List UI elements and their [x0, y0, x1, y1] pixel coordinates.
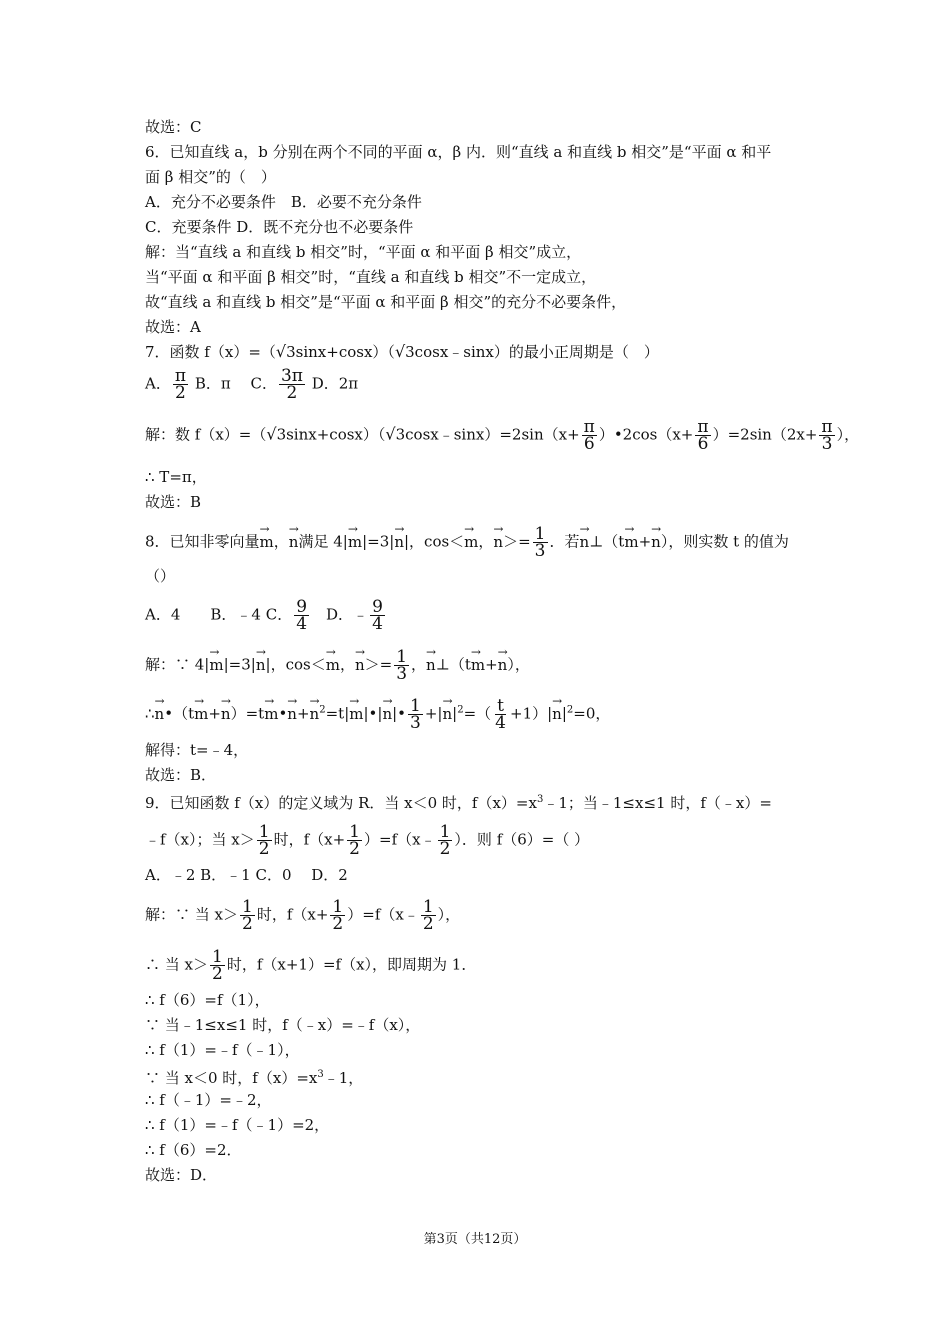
- text: 解：∵ 当 x＞: [145, 905, 238, 924]
- solution-line: 故“直线 a 和直线 b 相交”是“平面 α 和平面 β 相交”的充分不必要条件，: [145, 293, 627, 311]
- answer-line: 故选：B: [145, 493, 202, 511]
- exponent: 2: [457, 704, 464, 716]
- text: 时，f（x+: [256, 905, 329, 924]
- text: ），则实数 t 的值为: [660, 532, 789, 551]
- solution-7: [145, 419, 859, 452]
- answer-line: 故选：A: [145, 318, 201, 336]
- sqrt-icon: √: [266, 424, 277, 444]
- numerator: 1: [212, 947, 223, 967]
- fraction: [533, 526, 548, 559]
- denominator: 2: [258, 839, 270, 859]
- numerator: 1: [534, 524, 546, 544]
- numerator: π: [697, 417, 709, 437]
- solution-9: [145, 899, 460, 932]
- page-footer: 第3页（共12页）: [423, 1232, 527, 1247]
- text: ∴: [145, 704, 155, 723]
- text: ）=2sin（2x+: [712, 425, 818, 444]
- text: ，: [411, 655, 427, 674]
- vector-m: → m: [624, 527, 638, 553]
- numerator: 1: [396, 647, 408, 667]
- text: ）•2cos（x+: [598, 425, 694, 444]
- text: +1）|: [510, 704, 553, 723]
- sqrt-icon: √: [394, 342, 406, 361]
- solution-line: 当“平面 α 和平面 β 相交”时，“直线 a 和直线 b 相交”不一定成立，: [145, 268, 597, 286]
- numerator: 1: [258, 822, 270, 842]
- vector-m: → m: [264, 699, 278, 725]
- denominator: 2: [422, 914, 434, 934]
- text: A．4 B．﹣4 C．: [145, 605, 293, 624]
- vector-n: → n: [287, 699, 297, 725]
- vector-m: → m: [349, 699, 363, 725]
- text: ，: [273, 532, 289, 551]
- vector-n: → n: [498, 650, 508, 676]
- text: B．π C．: [194, 374, 277, 393]
- numerator: 1: [349, 822, 360, 842]
- denominator: 3: [534, 541, 546, 561]
- denominator: 4: [495, 713, 506, 733]
- numerator: π: [174, 366, 187, 386]
- vector-m: → m: [471, 650, 485, 676]
- text: 3sinx+cosx）（: [286, 343, 395, 361]
- text: 时，f（x+: [273, 830, 346, 849]
- text: |，cos＜: [403, 532, 465, 551]
- sqrt-icon: √: [275, 342, 287, 361]
- fraction: [421, 899, 436, 932]
- text: ﹣f（x）；当 x＞: [145, 830, 255, 849]
- solution-line: ∴ f（1）=﹣f（﹣1）=2，: [145, 1116, 330, 1134]
- vector-m: → m: [209, 650, 223, 676]
- text: |，cos＜: [265, 655, 326, 674]
- text: 解：∵ 4|: [145, 655, 210, 674]
- solution-line: ∵ 当﹣1≤x≤1 时，f（﹣x）=﹣f（x），: [145, 1016, 421, 1034]
- vector-n: → n: [155, 699, 165, 725]
- text: ，: [478, 532, 494, 551]
- vector-m: → m: [464, 527, 478, 553]
- denominator: 2: [175, 383, 186, 403]
- denominator: 2: [349, 839, 360, 859]
- vector-m: → m: [348, 527, 362, 553]
- solution-8-derivation: [145, 698, 610, 731]
- text: |•: [392, 704, 407, 723]
- fraction: [347, 824, 362, 857]
- denominator: 3: [396, 664, 408, 684]
- fraction: [370, 599, 385, 632]
- question-6: 6．已知直线 a，b 分别在两个不同的平面 α，β 内．则“直线 a 和直线 b 相交”是“平面 α 和平: [145, 143, 772, 161]
- fraction: [257, 824, 272, 857]
- vector-n: → n: [221, 699, 231, 725]
- vector-n: → n: [310, 699, 320, 725]
- text: ⊥（t: [435, 655, 471, 674]
- numerator: 1: [242, 897, 253, 917]
- numerator: 9: [372, 597, 383, 617]
- vector-n: → n: [580, 527, 590, 553]
- text: A．: [145, 374, 171, 393]
- vector-n: → n: [355, 650, 365, 676]
- text: ），: [507, 655, 530, 674]
- text: 7．函数 f（x）=（: [145, 343, 276, 361]
- numerator: 1: [332, 897, 344, 917]
- denominator: 4: [296, 614, 308, 634]
- text: D．2π: [311, 374, 359, 393]
- vector-n: → n: [394, 527, 404, 553]
- text: ）=f（x﹣: [347, 905, 419, 924]
- denominator: 2: [242, 914, 253, 934]
- vector-m: → m: [326, 650, 340, 676]
- sqrt-icon: √: [385, 424, 396, 444]
- denominator: 3: [821, 434, 833, 454]
- text: ﹣1；当﹣1≤x≤1 时，f（﹣x）=: [543, 794, 772, 812]
- text: ，: [339, 655, 355, 674]
- text-line: ∴ T=π，: [145, 468, 207, 486]
- question-9: [145, 789, 772, 814]
- solution-line: ∴ f（﹣1）=﹣2，: [145, 1091, 272, 1109]
- question-8-options: [145, 599, 387, 632]
- answer-line: 故选：D．: [145, 1166, 218, 1184]
- denominator: 6: [697, 434, 709, 454]
- numerator: π: [583, 417, 595, 437]
- text: 3cosx﹣sinx）的最小正周期是（ ）: [405, 343, 659, 361]
- fraction: [394, 649, 409, 682]
- text: =（: [463, 704, 492, 723]
- text: •: [278, 704, 288, 723]
- solution-9-period: [145, 949, 476, 982]
- vector-m: → m: [194, 699, 208, 725]
- text: 满足 4|: [298, 532, 348, 551]
- denominator: 2: [439, 839, 451, 859]
- text: 解：数 f（x）=（: [145, 425, 267, 444]
- numerator: 3π: [280, 366, 303, 386]
- text: ∴ 当 x＞: [145, 955, 208, 974]
- numerator: 9: [296, 597, 308, 617]
- text: ＞=: [364, 655, 393, 674]
- answer-line: 故选：B．: [145, 766, 217, 784]
- text: D．﹣: [311, 605, 369, 624]
- solution-line: 解：当“直线 a 和直线 b 相交”时，“平面 α 和平面 β 相交”成立，: [145, 243, 582, 261]
- numerator: π: [821, 417, 833, 437]
- text: 3cosx﹣sinx）=2sin（x+: [395, 425, 580, 444]
- text: |: [561, 704, 567, 723]
- text: +: [638, 532, 652, 551]
- text: 9．已知函数 f（x）的定义域为 R．当 x＜0 时，f（x）=x: [145, 794, 537, 812]
- question-9-options: A．﹣2 B．﹣1 C．0 D．2: [145, 866, 348, 884]
- solution-line: 解得：t=﹣4，: [145, 741, 249, 759]
- fraction: [695, 419, 710, 452]
- text-line: （）: [145, 567, 176, 585]
- denominator: 2: [212, 964, 223, 984]
- text: ），: [836, 425, 860, 444]
- fraction: [279, 368, 305, 401]
- question-7-options: [145, 368, 358, 401]
- exponent: 3: [317, 1069, 324, 1080]
- text: |: [452, 704, 458, 723]
- text: ⊥（t: [589, 532, 625, 551]
- numerator: 1: [439, 822, 451, 842]
- solution-line: ∴ f（6）=f（1），: [145, 991, 270, 1009]
- vector-n: → n: [493, 527, 503, 553]
- text: ∵ 当 x＜0 时，f（x）=x: [145, 1069, 318, 1087]
- fraction: [240, 899, 255, 932]
- denominator: 4: [372, 614, 383, 634]
- text: |=3|: [223, 655, 256, 674]
- fraction: [173, 368, 188, 401]
- text: •（t: [164, 704, 195, 723]
- text: 8．已知非零向量: [145, 532, 260, 551]
- text: |=3|: [362, 532, 395, 551]
- denominator: 2: [332, 914, 344, 934]
- fraction: [582, 419, 597, 452]
- text: ）=t: [230, 704, 265, 723]
- fraction: [438, 824, 453, 857]
- text: 3sinx+cosx）（: [276, 425, 386, 444]
- numerator: t: [497, 696, 504, 716]
- question-9-cont: [145, 824, 589, 857]
- text: ．若: [549, 532, 580, 551]
- text-line: 面 β 相交”的（ ）: [145, 168, 276, 186]
- fraction: [210, 949, 225, 982]
- question-7: [145, 341, 659, 363]
- denominator: 3: [410, 713, 421, 733]
- vector-n: → n: [651, 527, 661, 553]
- solution-8: [145, 649, 530, 682]
- text: 时，f（x+1）=f（x），即周期为 1．: [226, 955, 477, 974]
- denominator: 6: [583, 434, 595, 454]
- fraction: [330, 899, 345, 932]
- options-line: C．充要条件 D．既不充分也不必要条件: [145, 218, 414, 236]
- exponent: 2: [566, 704, 574, 716]
- text: +: [208, 704, 221, 723]
- text: +|: [424, 704, 443, 723]
- text: ＞=: [503, 532, 531, 551]
- vector-n: → n: [289, 527, 299, 553]
- text: +: [296, 704, 310, 723]
- fraction: [819, 419, 834, 452]
- fraction: [408, 698, 423, 731]
- vector-n: → n: [426, 650, 436, 676]
- vector-m: → m: [260, 527, 274, 553]
- vector-n: → n: [256, 650, 266, 676]
- text-line: 故选：C: [145, 118, 202, 136]
- fraction: [493, 698, 508, 731]
- numerator: 1: [410, 696, 421, 716]
- exponent: 3: [536, 794, 544, 805]
- question-8: [145, 526, 789, 559]
- text: ﹣1，: [323, 1069, 364, 1087]
- text: ）．则 f（6）=（ ）: [454, 830, 590, 849]
- vector-n: → n: [442, 699, 452, 725]
- text: =0，: [573, 704, 611, 723]
- solution-line: ∴ f（6）=2．: [145, 1141, 242, 1159]
- exponent: 2: [319, 704, 326, 716]
- text: =t|: [325, 704, 350, 723]
- options-line: A．充分不必要条件 B．必要不充分条件: [145, 193, 422, 211]
- fraction: [294, 599, 309, 632]
- denominator: 2: [286, 383, 298, 403]
- text: ），: [437, 905, 461, 924]
- numerator: 1: [422, 897, 434, 917]
- vector-n: → n: [552, 699, 562, 725]
- text: +: [485, 655, 498, 674]
- solution-line: [145, 1064, 363, 1089]
- text: ）=f（x﹣: [364, 830, 436, 849]
- text: |•|: [363, 704, 383, 723]
- vector-n: → n: [382, 699, 392, 725]
- solution-line: ∴ f（1）=﹣f（﹣1），: [145, 1041, 300, 1059]
